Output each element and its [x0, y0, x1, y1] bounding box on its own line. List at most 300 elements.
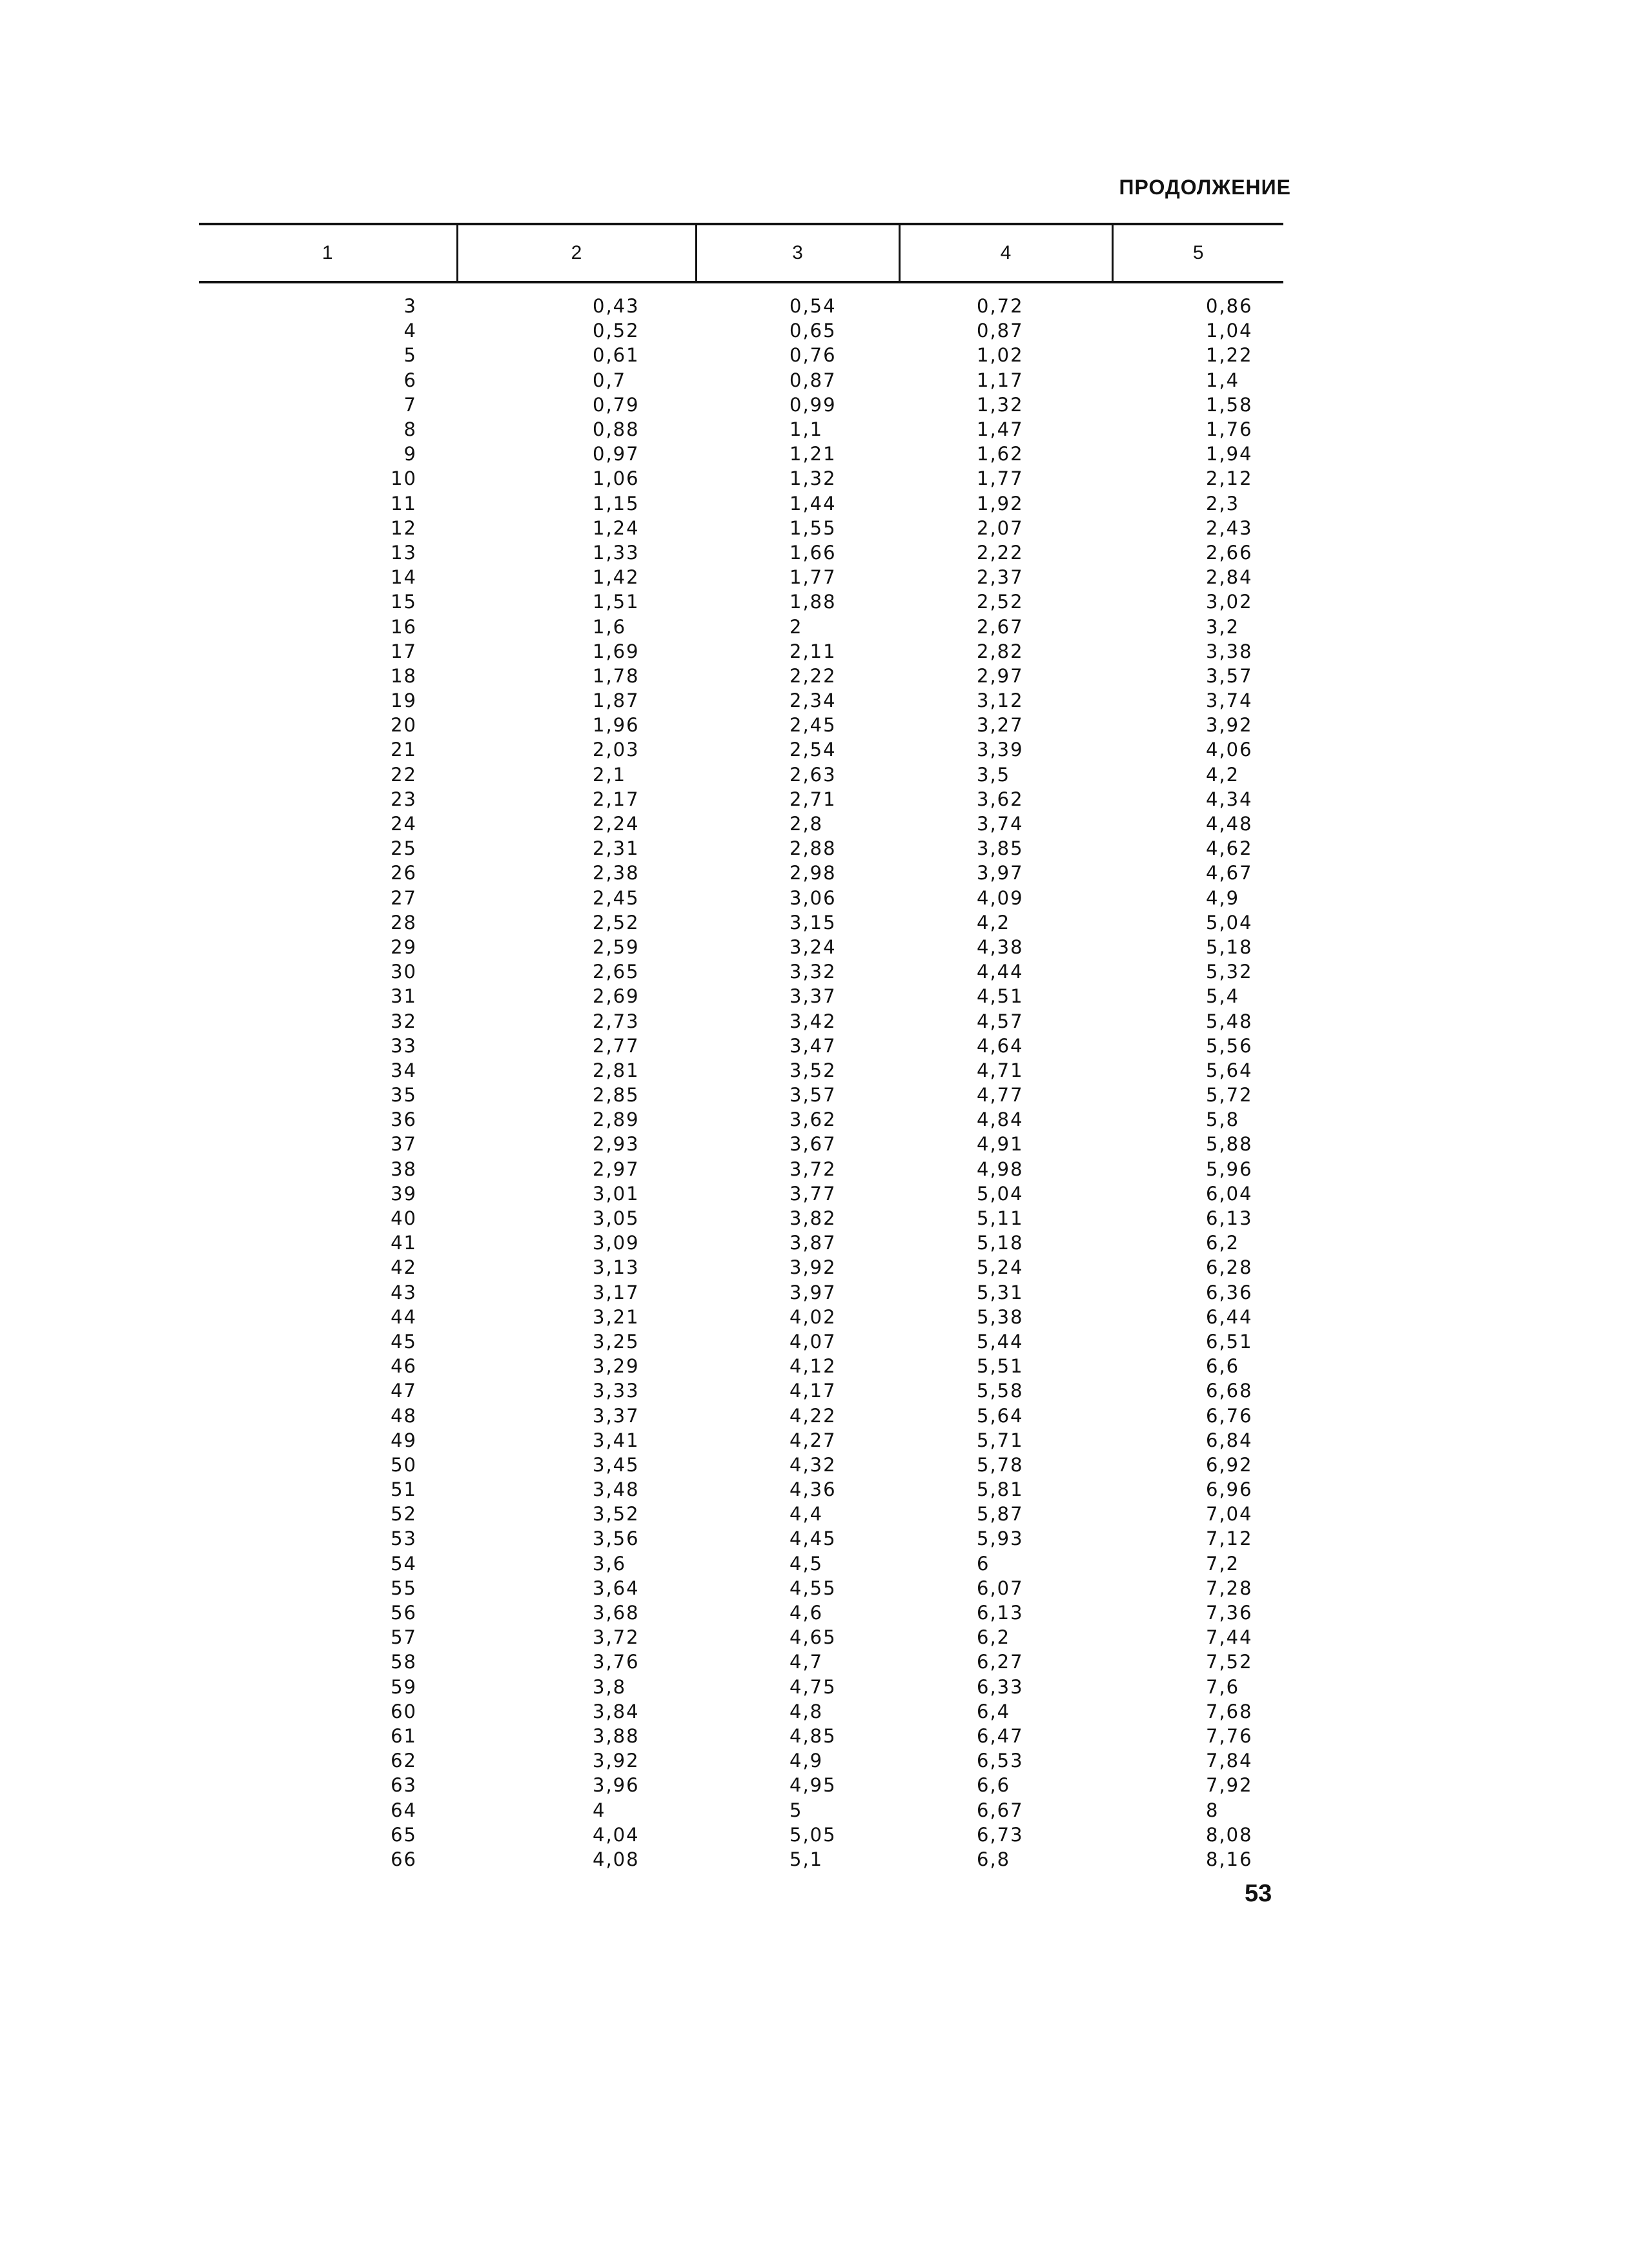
table-cell-col-4: 1,92	[977, 492, 1024, 515]
table-row	[199, 540, 1283, 565]
table-cell-col-3: 4,22	[789, 1404, 837, 1427]
table-cell-col-2: 2,69	[593, 985, 640, 1008]
table-cell-col-5: 7,68	[1206, 1700, 1253, 1722]
table-row	[199, 1675, 1283, 1699]
table-cell-col-1: 31	[391, 985, 417, 1008]
table-cell-col-5: 1,04	[1206, 320, 1253, 342]
table-cell-col-3: 5,1	[789, 1848, 824, 1870]
table-cell-col-3: 4,07	[789, 1330, 837, 1353]
table-cell-col-5: 1,76	[1206, 418, 1253, 441]
table-cell-col-5: 7,28	[1206, 1577, 1253, 1599]
table-cell-col-4: 6,47	[977, 1724, 1024, 1747]
table-cell-col-3: 4,36	[789, 1478, 837, 1501]
table-row	[199, 1231, 1283, 1255]
table-cell-col-3: 0,65	[789, 320, 837, 342]
table-cell-col-2: 3,45	[593, 1453, 640, 1476]
table-cell-col-3: 2,8	[789, 813, 824, 835]
table-cell-col-2: 2,93	[593, 1133, 640, 1156]
table-cell-col-4: 5,87	[977, 1503, 1024, 1526]
table-row	[199, 1650, 1283, 1674]
table-cell-col-2: 0,88	[593, 418, 640, 441]
table-cell-col-5: 7,84	[1206, 1750, 1253, 1772]
table-row	[199, 1354, 1283, 1378]
table-cell-col-3: 4,9	[789, 1750, 824, 1772]
table-row	[199, 516, 1283, 540]
table-row	[199, 1280, 1283, 1305]
table-cell-col-5: 6,6	[1206, 1355, 1240, 1378]
table-cell-col-2: 2,38	[593, 862, 640, 884]
table-cell-col-4: 4,91	[977, 1133, 1024, 1156]
table-cell-col-5: 5,96	[1206, 1158, 1253, 1180]
table-row	[199, 1083, 1283, 1107]
table-cell-col-5: 6,96	[1206, 1478, 1253, 1501]
table-cell-col-2: 3,21	[593, 1305, 640, 1328]
table-cell-col-3: 3,47	[789, 1034, 837, 1057]
table-cell-col-5: 6,92	[1206, 1453, 1253, 1476]
table-cell-col-4: 6,13	[977, 1602, 1024, 1624]
table-cell-col-1: 41	[391, 1232, 417, 1254]
table-cell-col-2: 2,89	[593, 1108, 640, 1131]
table-cell-col-5: 7,12	[1206, 1527, 1253, 1550]
table-cell-col-2: 4	[593, 1799, 606, 1821]
table-row	[199, 1132, 1283, 1156]
table-cell-col-2: 3,64	[593, 1577, 640, 1599]
table-row	[199, 713, 1283, 737]
table-cell-col-1: 9	[403, 443, 417, 465]
table-cell-col-3: 4,6	[789, 1602, 824, 1624]
table-cell-col-2: 2,77	[593, 1034, 640, 1057]
table-cell-col-1: 21	[391, 739, 417, 761]
table-cell-col-5: 4,67	[1206, 862, 1253, 884]
table-row	[199, 565, 1283, 589]
table-row	[199, 1724, 1283, 1748]
table-cell-col-1: 19	[391, 690, 417, 712]
table-cell-col-4: 3,27	[977, 714, 1024, 737]
table-cell-col-2: 3,33	[593, 1380, 640, 1402]
table-cell-col-1: 51	[391, 1478, 417, 1501]
table-cell-col-1: 57	[391, 1626, 417, 1649]
table-cell-col-1: 38	[391, 1158, 417, 1180]
table-cell-col-5: 5,72	[1206, 1084, 1253, 1107]
table-cell-col-4: 4,51	[977, 985, 1024, 1008]
table-cell-col-3: 3,15	[789, 911, 837, 934]
table-cell-col-4: 5,64	[977, 1404, 1024, 1427]
table-cell-col-2: 0,52	[593, 320, 640, 342]
table-cell-col-5: 7,44	[1206, 1626, 1253, 1649]
table-cell-col-5: 6,36	[1206, 1281, 1253, 1303]
table-cell-col-1: 14	[391, 566, 417, 589]
table-cell-col-5: 5,48	[1206, 1010, 1253, 1032]
table-row	[199, 1206, 1283, 1231]
table-cell-col-1: 35	[391, 1084, 417, 1107]
table-cell-col-5: 7,92	[1206, 1774, 1253, 1797]
table-cell-col-1: 5	[403, 344, 417, 367]
table-cell-col-5: 1,58	[1206, 393, 1253, 416]
table-cell-col-3: 3,82	[789, 1207, 837, 1230]
table-cell-col-4: 4,71	[977, 1059, 1024, 1081]
table-cell-col-1: 4	[403, 320, 417, 342]
table-row	[199, 318, 1283, 343]
table-cell-col-3: 2,98	[789, 862, 837, 884]
table-cell-col-5: 5,56	[1206, 1034, 1253, 1057]
table-cell-col-4: 6,33	[977, 1675, 1024, 1698]
table-row	[199, 1181, 1283, 1206]
table-cell-col-4: 4,64	[977, 1034, 1024, 1057]
table-cell-col-3: 3,57	[789, 1084, 837, 1107]
table-cell-col-4: 4,44	[977, 961, 1024, 983]
table-cell-col-2: 3,52	[593, 1503, 640, 1526]
table-cell-col-2: 3,88	[593, 1724, 640, 1747]
table-cell-col-4: 3,85	[977, 837, 1024, 860]
table-cell-col-3: 1,1	[789, 418, 824, 441]
table-cell-col-1: 62	[391, 1750, 417, 1772]
table-cell-col-4: 1,77	[977, 467, 1024, 490]
table-cell-col-2: 1,78	[593, 664, 640, 687]
table-row	[199, 1034, 1283, 1058]
table-cell-col-4: 6,53	[977, 1750, 1024, 1772]
table-cell-col-1: 53	[391, 1527, 417, 1550]
table-row	[199, 836, 1283, 861]
table-row	[199, 1526, 1283, 1551]
table-row	[199, 959, 1283, 984]
table-cell-col-3: 3,06	[789, 886, 837, 909]
table-cell-col-5: 7,76	[1206, 1724, 1253, 1747]
table-cell-col-4: 0,87	[977, 320, 1024, 342]
table-cell-col-3: 3,67	[789, 1133, 837, 1156]
table-cell-col-1: 18	[391, 664, 417, 687]
table-cell-col-4: 2,82	[977, 640, 1024, 662]
table-cell-col-2: 3,68	[593, 1602, 640, 1624]
table-cell-col-1: 15	[391, 591, 417, 613]
table-cell-col-5: 4,9	[1206, 886, 1240, 909]
table-row	[199, 1107, 1283, 1132]
table-cell-col-2: 3,72	[593, 1626, 640, 1649]
table-cell-col-3: 3,92	[789, 1256, 837, 1279]
table-cell-col-4: 0,72	[977, 295, 1024, 318]
table-header	[199, 224, 1283, 282]
table-cell-col-4: 3,97	[977, 862, 1024, 884]
table-cell-col-1: 50	[391, 1453, 417, 1476]
table-cell-col-1: 33	[391, 1034, 417, 1057]
table-cell-col-2: 2,73	[593, 1010, 640, 1032]
table-cell-col-4: 2,97	[977, 664, 1024, 687]
table-cell-col-4: 2,37	[977, 566, 1024, 589]
table-cell-col-1: 30	[391, 961, 417, 983]
table-cell-col-3: 3,24	[789, 935, 837, 958]
table-row	[199, 614, 1283, 639]
table-cell-col-5: 2,43	[1206, 516, 1253, 539]
table-cell-col-3: 3,52	[789, 1059, 837, 1081]
table-cell-col-3: 0,99	[789, 393, 837, 416]
table-row	[199, 910, 1283, 935]
table-cell-col-1: 13	[391, 541, 417, 564]
table-cell-col-1: 54	[391, 1552, 417, 1575]
table-cell-col-2: 1,42	[593, 566, 640, 589]
table-row	[199, 1600, 1283, 1625]
table-row	[199, 935, 1283, 959]
table-cell-col-4: 2,52	[977, 591, 1024, 613]
table-cell-col-1: 34	[391, 1059, 417, 1081]
table-cell-col-5: 4,2	[1206, 763, 1240, 786]
table-cell-col-2: 2,45	[593, 886, 640, 909]
table-cell-col-3: 2,45	[789, 714, 837, 737]
table-cell-col-3: 1,44	[789, 492, 837, 515]
table-cell-col-2: 0,97	[593, 443, 640, 465]
table-row	[199, 886, 1283, 910]
table-cell-col-5: 2,84	[1206, 566, 1253, 589]
table-cell-col-3: 4,75	[789, 1675, 837, 1698]
table-cell-col-5: 6,68	[1206, 1380, 1253, 1402]
table-cell-col-1: 60	[391, 1700, 417, 1722]
table-cell-col-4: 1,17	[977, 369, 1024, 391]
table-cell-col-2: 1,51	[593, 591, 640, 613]
table-cell-col-2: 2,03	[593, 739, 640, 761]
table-cell-col-4: 4,57	[977, 1010, 1024, 1032]
table-cell-col-5: 5,88	[1206, 1133, 1253, 1156]
table-cell-col-3: 4,95	[789, 1774, 837, 1797]
table-cell-col-2: 4,08	[593, 1848, 640, 1870]
table-row	[199, 1699, 1283, 1724]
table-cell-col-3: 4,27	[789, 1429, 837, 1451]
table-cell-col-3: 3,32	[789, 961, 837, 983]
table-cell-col-4: 5,18	[977, 1232, 1024, 1254]
table-row	[199, 442, 1283, 466]
table-cell-col-2: 1,06	[593, 467, 640, 490]
table-cell-col-5: 6,44	[1206, 1305, 1253, 1328]
table-cell-col-2: 2,52	[593, 911, 640, 934]
table-cell-col-5: 5,8	[1206, 1108, 1240, 1131]
table-cell-col-2: 3,76	[593, 1651, 640, 1673]
table-cell-col-3: 1,55	[789, 516, 837, 539]
table-cell-col-4: 6,07	[977, 1577, 1024, 1599]
table-cell-col-1: 20	[391, 714, 417, 737]
table-cell-col-2: 0,79	[593, 393, 640, 416]
table-cell-col-5: 4,34	[1206, 788, 1253, 810]
table-cell-col-1: 64	[391, 1799, 417, 1821]
table-cell-col-1: 66	[391, 1848, 417, 1870]
table-cell-col-5: 8,08	[1206, 1823, 1253, 1846]
table-cell-col-3: 3,77	[789, 1182, 837, 1205]
table-cell-col-2: 1,96	[593, 714, 640, 737]
table-cell-col-5: 2,66	[1206, 541, 1253, 564]
table-cell-col-4: 3,74	[977, 813, 1024, 835]
table-cell-col-1: 65	[391, 1823, 417, 1846]
table-cell-col-3: 4,12	[789, 1355, 837, 1378]
table-cell-col-3: 4,4	[789, 1503, 824, 1526]
table-row	[199, 1625, 1283, 1650]
table-cell-col-2: 3,01	[593, 1182, 640, 1205]
table-cell-col-3: 0,54	[789, 295, 837, 318]
table-cell-col-4: 4,98	[977, 1158, 1024, 1180]
table-cell-col-2: 1,87	[593, 690, 640, 712]
table-row	[199, 861, 1283, 885]
table-row	[199, 1008, 1283, 1033]
table-cell-col-1: 49	[391, 1429, 417, 1451]
table-cell-col-2: 1,6	[593, 615, 627, 638]
table-cell-col-5: 6,51	[1206, 1330, 1253, 1353]
table-cell-col-2: 2,97	[593, 1158, 640, 1180]
table-row	[199, 1576, 1283, 1600]
continuation-caption: ПРОДОЛЖЕНИЕ	[1119, 176, 1291, 199]
table-row	[199, 491, 1283, 516]
table-cell-col-3: 2,63	[789, 763, 837, 786]
table-cell-col-5: 3,74	[1206, 690, 1253, 712]
table-cell-col-3: 3,72	[789, 1158, 837, 1180]
table-cell-col-3: 2,34	[789, 690, 837, 712]
table-row	[199, 1058, 1283, 1083]
table-cell-col-3: 4,45	[789, 1527, 837, 1550]
table-row	[199, 368, 1283, 393]
table-cell-col-5: 6,84	[1206, 1429, 1253, 1451]
table-cell-col-4: 6,2	[977, 1626, 1011, 1649]
table-cell-col-1: 17	[391, 640, 417, 662]
table-cell-col-1: 59	[391, 1675, 417, 1698]
table-row	[199, 787, 1283, 812]
table-cell-col-5: 5,18	[1206, 935, 1253, 958]
table-cell-col-1: 11	[391, 492, 417, 515]
table-row	[199, 1823, 1283, 1847]
table-cell-col-3: 0,87	[789, 369, 837, 391]
table-cell-col-2: 2,81	[593, 1059, 640, 1081]
table-cell-col-4: 5,93	[977, 1527, 1024, 1550]
table-body	[199, 294, 1283, 1872]
table-cell-col-3: 4,5	[789, 1552, 824, 1575]
table-row	[199, 1453, 1283, 1477]
table-cell-col-4: 6,67	[977, 1799, 1024, 1821]
data-table	[199, 223, 1283, 1872]
table-cell-col-3: 3,42	[789, 1010, 837, 1032]
table-cell-col-4: 3,12	[977, 690, 1024, 712]
table-cell-col-1: 63	[391, 1774, 417, 1797]
table-cell-col-5: 1,94	[1206, 443, 1253, 465]
table-cell-col-4: 5,04	[977, 1182, 1024, 1205]
table-cell-col-2: 3,25	[593, 1330, 640, 1353]
table-cell-col-3: 4,8	[789, 1700, 824, 1722]
table-cell-col-4: 2,67	[977, 615, 1024, 638]
table-cell-col-1: 52	[391, 1503, 417, 1526]
table-row	[199, 343, 1283, 367]
table-cell-col-1: 58	[391, 1651, 417, 1673]
table-cell-col-5: 6,13	[1206, 1207, 1253, 1230]
table-cell-col-5: 8,16	[1206, 1848, 1253, 1870]
table-cell-col-5: 3,02	[1206, 591, 1253, 613]
table-row	[199, 688, 1283, 713]
table-cell-col-2: 1,15	[593, 492, 640, 515]
table-cell-col-1: 40	[391, 1207, 417, 1230]
table-cell-col-4: 1,47	[977, 418, 1024, 441]
table-cell-col-5: 4,48	[1206, 813, 1253, 835]
table-cell-col-3: 5	[789, 1799, 803, 1821]
table-cell-col-1: 44	[391, 1305, 417, 1328]
table-row	[199, 1305, 1283, 1329]
table-cell-col-1: 47	[391, 1380, 417, 1402]
page-number: 53	[1245, 1880, 1272, 1907]
table-cell-col-2: 2,65	[593, 961, 640, 983]
table-cell-col-2: 3,13	[593, 1256, 640, 1279]
table-cell-col-2: 2,24	[593, 813, 640, 835]
table-cell-col-5: 2,3	[1206, 492, 1240, 515]
table-cell-col-5: 7,36	[1206, 1602, 1253, 1624]
table-cell-col-3: 2,71	[789, 788, 837, 810]
table-cell-col-3: 3,87	[789, 1232, 837, 1254]
table-cell-col-1: 3	[403, 295, 417, 318]
table-cell-col-1: 12	[391, 516, 417, 539]
table-cell-col-2: 3,29	[593, 1355, 640, 1378]
table-cell-col-4: 3,5	[977, 763, 1011, 786]
table-cell-col-1: 32	[391, 1010, 417, 1032]
table-cell-col-1: 37	[391, 1133, 417, 1156]
table-cell-col-3: 2,88	[789, 837, 837, 860]
table-cell-col-4: 5,24	[977, 1256, 1024, 1279]
table-row	[199, 1157, 1283, 1181]
table-cell-col-5: 4,06	[1206, 739, 1253, 761]
table-cell-col-4: 5,11	[977, 1207, 1024, 1230]
table-row	[199, 1748, 1283, 1773]
table-row	[199, 1378, 1283, 1403]
table-row	[199, 762, 1283, 787]
table-cell-col-3: 4,32	[789, 1453, 837, 1476]
table-cell-col-1: 42	[391, 1256, 417, 1279]
table-cell-col-4: 6,8	[977, 1848, 1011, 1870]
table-cell-col-5: 3,92	[1206, 714, 1253, 737]
table-cell-col-1: 29	[391, 935, 417, 958]
table-cell-col-5: 7,2	[1206, 1552, 1240, 1575]
table-cell-col-2: 3,92	[593, 1750, 640, 1772]
table-cell-col-1: 26	[391, 862, 417, 884]
table-cell-col-5: 5,4	[1206, 985, 1240, 1008]
table-cell-col-2: 3,8	[593, 1675, 627, 1698]
table-cell-col-5: 6,76	[1206, 1404, 1253, 1427]
table-cell-col-4: 5,58	[977, 1380, 1024, 1402]
table-cell-col-3: 4,65	[789, 1626, 837, 1649]
table-cell-col-3: 1,77	[789, 566, 837, 589]
table-cell-col-4: 2,07	[977, 516, 1024, 539]
table-cell-col-2: 3,05	[593, 1207, 640, 1230]
table-cell-col-2: 0,61	[593, 344, 640, 367]
table-cell-col-4: 6	[977, 1552, 990, 1575]
table-cell-col-2: 1,33	[593, 541, 640, 564]
table-row	[199, 589, 1283, 614]
table-row	[199, 1502, 1283, 1526]
table-row	[199, 737, 1283, 762]
table-cell-col-2: 3,17	[593, 1281, 640, 1303]
table-cell-col-2: 0,7	[593, 369, 627, 391]
table-cell-col-2: 3,37	[593, 1404, 640, 1427]
table-cell-col-5: 3,38	[1206, 640, 1253, 662]
table-cell-col-1: 22	[391, 763, 417, 786]
table-cell-col-4: 5,44	[977, 1330, 1024, 1353]
table-cell-col-5: 6,2	[1206, 1232, 1240, 1254]
table-cell-col-4: 4,38	[977, 935, 1024, 958]
table-cell-col-1: 23	[391, 788, 417, 810]
table-cell-col-1: 61	[391, 1724, 417, 1747]
table-cell-col-5: 6,28	[1206, 1256, 1253, 1279]
table-row	[199, 1428, 1283, 1453]
table-cell-col-5: 6,04	[1206, 1182, 1253, 1205]
header-row	[199, 224, 1283, 282]
table-cell-col-3: 2,54	[789, 739, 837, 761]
table-cell-col-5: 8	[1206, 1799, 1219, 1821]
table-row	[199, 639, 1283, 664]
column-header-3: 3	[696, 224, 899, 282]
table-cell-col-5: 0,86	[1206, 295, 1253, 318]
table-cell-col-2: 2,17	[593, 788, 640, 810]
table-cell-col-1: 55	[391, 1577, 417, 1599]
table-cell-col-2: 2,85	[593, 1084, 640, 1107]
table-cell-col-2: 3,56	[593, 1527, 640, 1550]
table-cell-col-2: 3,6	[593, 1552, 627, 1575]
table-row	[199, 984, 1283, 1008]
